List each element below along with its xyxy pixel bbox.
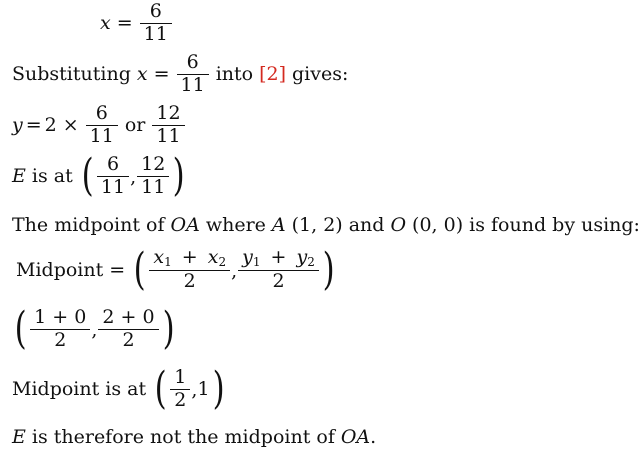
midpoint-result: Midpoint is at ( $\frac{1}{2}$ , 1 ) <box>12 363 225 414</box>
equation-reference-link[interactable]: [2] <box>259 63 287 86</box>
fraction: $\frac{6}{11}$ <box>99 155 127 198</box>
point-e-coordinates: E is at ( $\frac{6}{11}$ , $\frac{12}{11}$ ) <box>12 150 185 201</box>
y-value-equation: y = 2 × $\frac{6}{11}$ or $\frac{12}{11}$ <box>12 104 186 147</box>
fraction: $\frac{1}{2}$ <box>172 368 188 411</box>
fraction: $\frac{6}{11}$ <box>179 53 207 96</box>
midpoint-substitution: ( $\frac{1 + 0}{2}$ , $\frac{2 + 0}{2}$ ) <box>14 303 175 354</box>
fraction: $\frac{y_1 + y_2}{2}$ <box>240 248 317 292</box>
conclusion-text: E is therefore not the midpoint of OA . <box>12 426 377 448</box>
fraction: $\frac{x_1 + x_2}{2}$ <box>151 248 228 292</box>
fraction: $\frac{12}{11}$ <box>154 104 182 147</box>
fraction: $\frac{2 + 0}{2}$ <box>100 308 156 351</box>
x-value-equation: x = $\frac{6}{11}$ <box>100 2 173 45</box>
var-x: x <box>100 12 111 35</box>
midpoint-formula: Midpoint = ( $\frac{x_1 + x_2}{2}$ , $\frac{y_1 + y_2}{2}$ ) <box>16 244 335 295</box>
fraction: $\frac{6}{11}$ <box>88 104 116 147</box>
fraction: $\frac{12}{11}$ <box>139 155 167 198</box>
substitution-statement: Substituting x = $\frac{6}{11}$ into [2] gives: <box>12 51 349 96</box>
fraction: $\frac{1 + 0}{2}$ <box>32 308 88 351</box>
fraction: $\frac{6}{11}$ <box>142 2 170 45</box>
midpoint-intro-text: The midpoint of OA where A (1, 2) and O (0, 0) is found by using: <box>12 214 640 236</box>
